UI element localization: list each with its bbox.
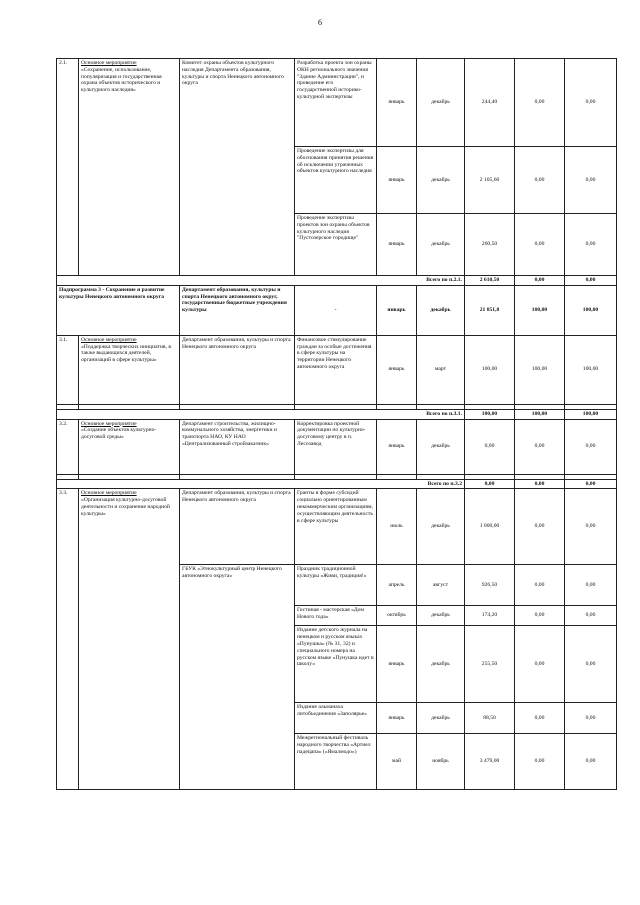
amount-cell: 926,50 — [465, 565, 515, 606]
percent-cell-2: 0,00 — [565, 59, 617, 147]
end-month: декабрь — [417, 59, 465, 147]
total-row — [57, 409, 617, 419]
event-name: «Создание объектов культурно-досуговой среды» — [81, 427, 157, 441]
activity-cell: Гостиная - мастерская «Дом Нового года» — [295, 606, 377, 626]
total-amount: 0,00 — [465, 479, 515, 489]
percent-cell-1: 0,00 — [515, 606, 565, 626]
start-month: январь — [377, 59, 417, 147]
subprogram-executor: Департамент образования, культуры и спорта Ненецкого автономного округ, государственные бюджетные учреждения культуры — [180, 285, 295, 335]
percent-cell-1: 0,00 — [515, 734, 565, 790]
percent-cell-2: 0,00 — [565, 147, 617, 214]
amount-cell: 255,50 — [465, 626, 515, 703]
event-prefix: Основное мероприятие — [81, 420, 137, 427]
end-month: август — [417, 565, 465, 606]
row-number: 2.1. — [57, 59, 79, 276]
percent-cell-2: 100,00 — [565, 335, 617, 404]
total-percent-2: 100,00 — [565, 409, 617, 419]
percent-cell-2: 0,00 — [565, 626, 617, 703]
table-row — [57, 419, 617, 474]
end-month: март — [417, 335, 465, 404]
activity-cell: Гранты в форме субсидий социально ориентированным некоммерческим организациям, осуществляющим деятельность в сфере культуры — [295, 489, 377, 565]
end-month: декабрь — [417, 214, 465, 276]
start-month: май — [377, 734, 417, 790]
amount-cell: 2 105,60 — [465, 147, 515, 214]
event-cell — [79, 419, 180, 474]
start-month: январь — [377, 214, 417, 276]
activity-cell: Проведение экспертизы проектов зон охраны объектов культурного наследия "Пустозерское городище" — [295, 214, 377, 276]
activity-cell: Финансовое стимулирование граждан за особые достижения в сфере культуры на территории Ненецкого автономного округа — [295, 335, 377, 404]
row-number: 3.2. — [57, 419, 79, 474]
percent-cell-2: 0,00 — [565, 489, 617, 565]
amount-cell: 88,50 — [465, 703, 515, 734]
percent-cell-1: 0,00 — [515, 419, 565, 474]
total-percent-1: 0,00 — [515, 276, 565, 286]
start-month: июль — [377, 489, 417, 565]
total-row — [57, 479, 617, 489]
end-month: декабрь — [417, 606, 465, 626]
total-label: Всего по п.3.1. — [57, 409, 465, 419]
start-month: январь — [377, 626, 417, 703]
total-amount: 2 610,50 — [465, 276, 515, 286]
percent-cell-2: 0,00 — [565, 565, 617, 606]
percent-cell-1: 0,00 — [515, 214, 565, 276]
activity-cell: Корректировка проектной документации по культурно-досуговому центру в п. Лесозавод — [295, 419, 377, 474]
percent-cell-2: 0,00 — [565, 214, 617, 276]
amount-cell: 0,00 — [465, 419, 515, 474]
row-number: 3.3. — [57, 489, 79, 790]
start-month: январь — [377, 703, 417, 734]
total-percent-1: 100,00 — [515, 409, 565, 419]
start-month: апрель — [377, 565, 417, 606]
end-month: декабрь — [417, 626, 465, 703]
event-cell — [79, 489, 180, 790]
subprogram-row — [57, 285, 617, 335]
percent-cell-1: 0,00 — [515, 489, 565, 565]
end-month: декабрь — [417, 285, 465, 335]
percent-cell-1: 0,00 — [515, 147, 565, 214]
end-month: декабрь — [417, 419, 465, 474]
end-month: декабрь — [417, 489, 465, 565]
amount-cell: 3 479,00 — [465, 734, 515, 790]
table-row — [57, 59, 617, 147]
start-month: январь — [377, 285, 417, 335]
activity-cell: Разработка проекта зон охраны ОКН регионального значения "Здание Адмиинстрации", и проведение его государственной историко-культурной экспертизы — [295, 59, 377, 147]
percent-cell-1: 100,00 — [515, 285, 565, 335]
percent-cell-2: 0,00 — [565, 419, 617, 474]
start-month: январь — [377, 335, 417, 404]
subprogram-name: Подпрограмма 3 - Сохранение и развитие культуры Ненецкого автономного округа — [57, 285, 180, 335]
percent-cell-1: 0,00 — [515, 565, 565, 606]
row-number: 3.1. — [57, 335, 79, 404]
event-prefix: Основное мероприятие — [81, 60, 137, 66]
total-percent-1: 0,00 — [515, 479, 565, 489]
event-prefix: Основное мероприятие — [81, 336, 137, 343]
total-percent-2: 0,00 — [565, 479, 617, 489]
executor-cell: Департамент образования, культуры и спорта Ненецкого автономного округа — [180, 335, 295, 404]
amount-cell: 244,40 — [465, 59, 515, 147]
table-row — [57, 335, 617, 404]
total-percent-2: 0,00 — [565, 276, 617, 286]
percent-cell-2: 0,00 — [565, 734, 617, 790]
activity-cell: Издание детского журнала на ненецком и русском языках «Пунушка» (№ 31, 32) и специального номера на русском языке «Пунушка идет в школу» — [295, 626, 377, 703]
amount-cell: 21 851,8 — [465, 285, 515, 335]
executor-cell: Комитет охраны объектов культурного наследия Департамента образования, культуры и спорта Ненецкого автономного округа — [180, 59, 295, 276]
end-month: декабрь — [417, 703, 465, 734]
end-month: ноябрь — [417, 734, 465, 790]
page-number: 6 — [318, 18, 322, 27]
executor-cell: Департамент строительства, жилищно-коммунального хозяйства, энергетики и транспорта НАО, КУ НАО «Централизованный стройзаказчик» — [180, 419, 295, 474]
executor-cell: ГБУК «Этнокультурный центр Ненецкого автономного округа» — [180, 565, 295, 790]
total-amount: 100,00 — [465, 409, 515, 419]
activity-cell: Издание альманаха литобъединения «Заполярье» — [295, 703, 377, 734]
start-month: октябрь — [377, 606, 417, 626]
amount-cell: 260,50 — [465, 214, 515, 276]
percent-cell-2: 0,00 — [565, 703, 617, 734]
amount-cell: 1 000,00 — [465, 489, 515, 565]
event-prefix: Основное мероприятие — [81, 490, 137, 497]
start-month: январь — [377, 419, 417, 474]
subprogram-activity: - — [295, 285, 377, 335]
percent-cell-1: 0,00 — [515, 626, 565, 703]
activity-cell: Праздник традиционной культуры «Живи, традиция!» — [295, 565, 377, 606]
total-label: Всего по п.3.2 — [57, 479, 465, 489]
percent-cell-2: 0,00 — [565, 606, 617, 626]
percent-cell-1: 100,00 — [515, 335, 565, 404]
percent-cell-1: 0,00 — [515, 59, 565, 147]
activity-cell: Межрегиональный фестиваль народного творчества «Артиел падецапа» («Ямалмодо») — [295, 734, 377, 790]
percent-cell-1: 0,00 — [515, 703, 565, 734]
total-row — [57, 276, 617, 286]
event-cell — [79, 59, 180, 276]
event-name: «Организация культурно-досуговой деятельности и сохранение народной культуры» — [81, 497, 170, 517]
table-row — [57, 489, 617, 565]
amount-cell: 174,20 — [465, 606, 515, 626]
end-month: декабрь — [417, 147, 465, 214]
amount-cell: 100,00 — [465, 335, 515, 404]
activity-cell: Проведение экспертизы для обоснования принятия решения об исключении утраченных объектов культурного наследия — [295, 147, 377, 214]
percent-cell-2: 100,00 — [565, 285, 617, 335]
executor-cell: Департамент образования, культуры и спорта Ненецкого автономного округа — [180, 489, 295, 565]
start-month: январь — [377, 147, 417, 214]
event-name: «Поддержка творческих инициатив, в также выдающихся деятелей, организаций в сфере культуры» — [81, 343, 171, 364]
event-name: «Сохранение, использование, популяризация и государственная охрана объектов исторического и культурного наследия» — [81, 66, 162, 94]
total-label: Всего по п.2.1. — [57, 276, 465, 286]
event-cell — [79, 335, 180, 404]
program-activities-table — [56, 58, 617, 790]
